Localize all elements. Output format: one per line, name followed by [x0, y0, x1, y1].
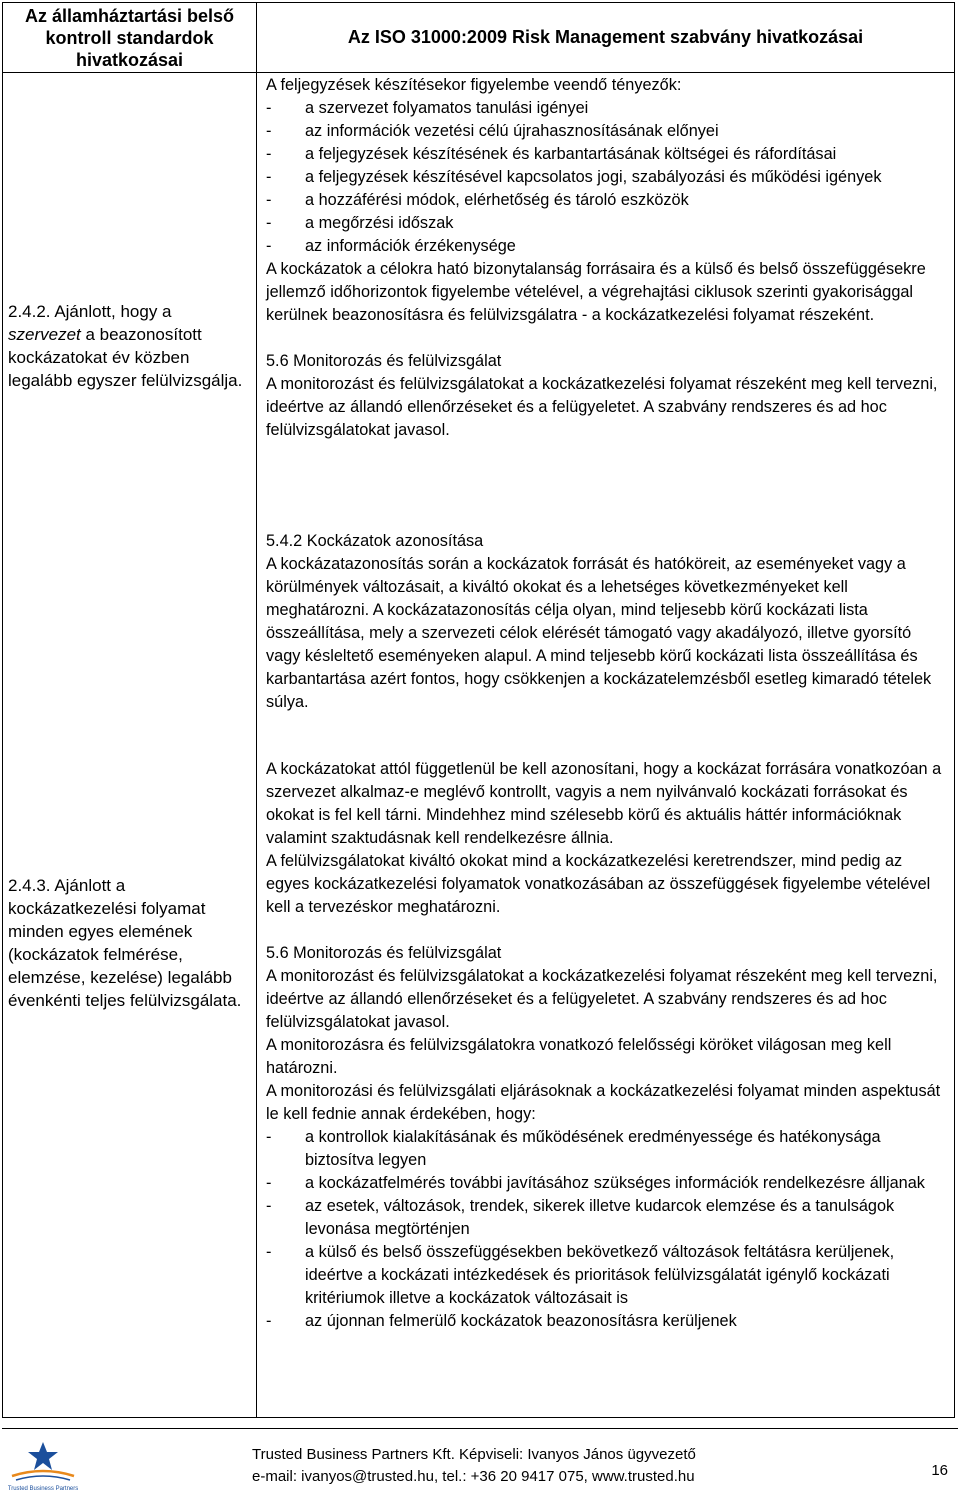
identification-text: A kockázatazonosítás során a kockázatok forrását és hatóköreit, az eseményeket vagy a körülmények változásait, a kiváltó okokat és a lehetséges következményeket kell meghatározni. A kockázatazonosítás célja olyan, mind teljesebb körű kockázati lista összeállítása, mely a szervezeti célok elérését támogató vagy akadályozó, illetve gyorsító vagy késleltető eseményeken alapul. A mind teljesebb körű kockázati lista összeállítása és karbantartása azért fontos, hogy csökkenjen a kockázatelemzésből esetleg kimaradó tételek súlya.	[266, 555, 932, 711]
logo-star-icon	[28, 1442, 58, 1470]
page-number: 16	[931, 1462, 948, 1479]
right-content-bottom	[266, 758, 950, 1333]
review-text: A felülvizsgálatokat kiváltó okokat mind a kockázatkezelési keretrendszer, mind pedig az egyes kockázatkezelési folyamatok vonatkozásában az összefüggések figyelembe vételével kell a tervezéskor meghatározni.	[266, 852, 931, 916]
note-2-4-2-prefix: 2.4.2. Ajánlott, hogy a	[8, 302, 172, 321]
note-2-4-2	[8, 300, 248, 392]
list-item: - az információk vezetési célú újrahasznosításának előnyei	[266, 122, 719, 140]
monitoring-text-2: A monitorozást és felülvizsgálatokat a kockázatkezelési folyamat részeként meg kell tervezni, ideértve az állandó ellenőrzéseket és a felügyeletet. A szabvány rendszeres és ad hoc felülvizsgálatokat javasol.	[266, 967, 938, 1031]
note-2-4-3-text: 2.4.3. Ajánlott a kockázatkezelési folyamat minden egyes elemének (kockázatok felmérése, elemzése, kezelése) legalább évenkénti teljes felülvizsgálata.	[8, 876, 242, 1010]
monitoring-text-1: A monitorozást és felülvizsgálatokat a kockázatkezelési folyamat részeként meg kell tervezni, ideértve az állandó ellenőrzéseket és a felügyeletet. A szabvány rendszeres és ad hoc felülvizsgálatokat javasol.	[266, 375, 938, 439]
company-logo	[8, 1440, 78, 1494]
list-item: - a hozzáférési módok, elérhetőség és tároló eszközök	[266, 191, 689, 209]
list-item: - a külső és belső összefüggésekben bekövetkező változások feltátásra kerüljenek, ideértve a kockázati intézkedések és prioritások felülvizsgálatát igénylő kockázati kritériumok illetve a kockázatok változásait is	[266, 1243, 895, 1307]
identification-title: 5.4.2 Kockázatok azonosítása	[266, 532, 484, 550]
list-item: - a feljegyzések készítésével kapcsolatos jogi, szabályozási és működési igények	[266, 168, 882, 186]
right-column-header: Az ISO 31000:2009 Risk Management szabvány hivatkozásai	[347, 27, 864, 47]
list-item: - a kockázatfelmérés további javításához szükséges információk rendelkezésre álljanak	[266, 1174, 925, 1192]
footer-line-1: Trusted Business Partners Kft. Képviseli: Ivanyos János ügyvezető	[252, 1446, 696, 1463]
note-2-4-3	[8, 874, 248, 1012]
footer-line-2: e-mail: ivanyos@trusted.hu, tel.: +36 20 9417 075, www.trusted.hu	[252, 1468, 695, 1485]
monitoring-roles: A monitorozásra és felülvizsgálatokra vonatkozó felelősségi köröket világosan meg kell határozni.	[266, 1036, 892, 1077]
list-item: - a megőrzési időszak	[266, 214, 454, 232]
footer-text	[252, 1444, 752, 1488]
list-item: - az információk érzékenysége	[266, 237, 516, 255]
note-2-4-2-italic: szervezet	[8, 325, 81, 344]
right-content-identification	[266, 530, 950, 714]
column-divider	[256, 3, 257, 1417]
monitoring-intro: A monitorozási és felülvizsgálati eljárásoknak a kockázatkezelési folyamat minden aspektusát le kell fednie annak érdekében, hogy:	[266, 1082, 941, 1123]
list-item: - az újonnan felmerülő kockázatok beazonosításra kerüljenek	[266, 1312, 737, 1330]
monitoring-title-1: 5.6 Monitorozás és felülvizsgálat	[266, 352, 502, 370]
list-item: - a feljegyzések készítésének és karbantartásának költségei és ráfordításai	[266, 145, 837, 163]
identification-text-2: A kockázatokat attól függetlenül be kell azonosítani, hogy a kockázat forrására vonatkozóan a szervezet alkalmaz-e meglévő kontrollt, vagyis a nem nyilvánvaló kockázati forrásokat és okokat is fel kell tárni. Mindehhez mind szélesebb körű és aktuális háttér információknak valamint szaktudásnak kell rendelkezésre állnia.	[266, 760, 942, 847]
footer-divider	[2, 1428, 958, 1429]
sources-paragraph: A kockázatok a célokra ható bizonytalanság forrásaira és a külső és belső összefüggésekre jellemző időhorizontok figyelembe vételével, a végrehajtási ciklusok szerinti gyakorisággal kerülnek beazonosításra és felülvizsgálatra - a kockázatkezelési folyamat részeként.	[266, 260, 926, 324]
list-item: - a szervezet folyamatos tanulási igényei	[266, 99, 589, 117]
list-item: - az esetek, változások, trendek, sikerek illetve kudarcok elemzése és a tanulságok levonása megtörténjen	[266, 1197, 895, 1238]
right-content-top	[266, 74, 950, 442]
list-item: - a kontrollok kialakításának és működésének eredményessége és hatékonysága biztosítva legyen	[266, 1128, 881, 1169]
header-divider	[3, 72, 954, 73]
logo-text: Trusted Business Partners	[8, 1486, 78, 1492]
monitoring-title-2: 5.6 Monitorozás és felülvizsgálat	[266, 944, 502, 962]
note-2-4-2-suffix: a beazonosított kockázatokat év közben legalább egyszer felülvizsgálja.	[8, 325, 243, 390]
factors-intro: A feljegyzések készítésekor figyelembe veendő tényezők:	[266, 76, 682, 94]
left-column-header: Az államháztartási belső kontroll standardok hivatkozásai	[24, 5, 235, 70]
